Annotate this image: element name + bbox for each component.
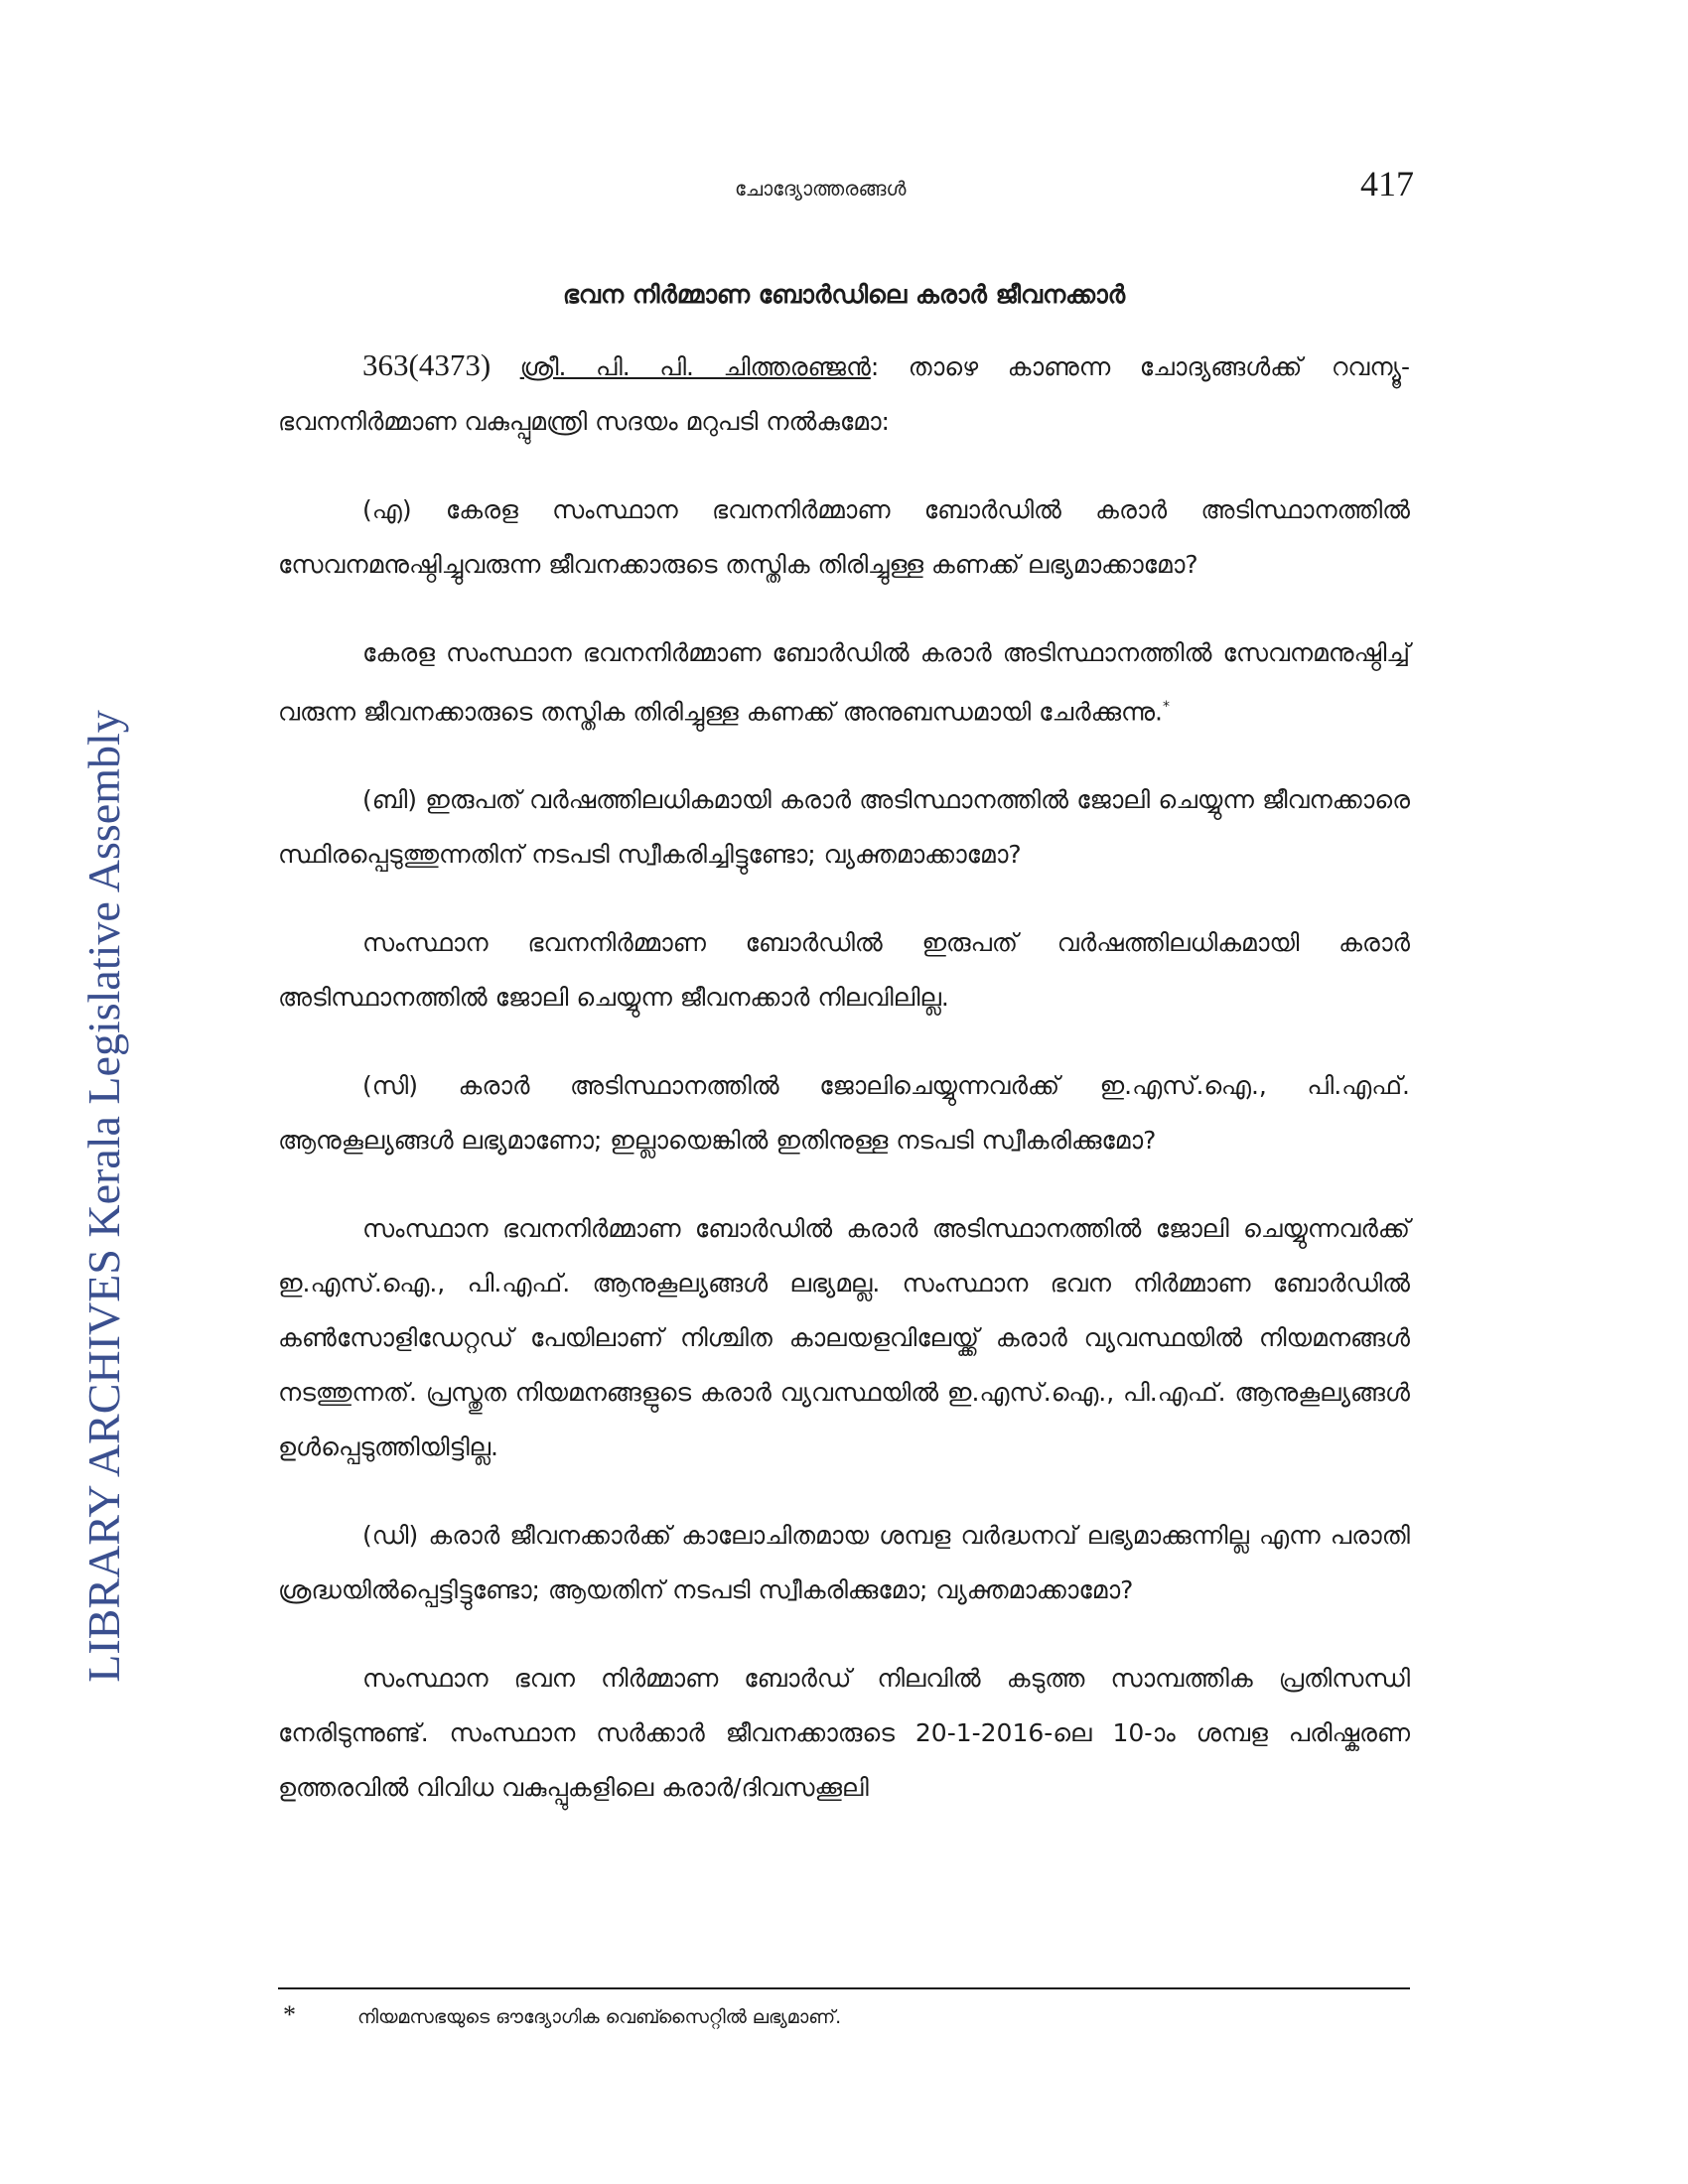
answer-d: സംസ്ഥാന ഭവന നിർമ്മാണ ബോർഡ് നിലവിൽ കടുത്ത സാമ്പത്തിക പ്രതിസന്ധി നേരിടുന്നുണ്ട്. സംസ്ഥാന സർക്കാർ ജീവനക്കാരുടെ 20-1-2016-ലെ 10-ാം ശമ്പള പരിഷ്കരണ ഉത്തരവിൽ വിവിധ വകുപ്പുകളിലെ കരാർ/ദിവസക്കൂലി (278, 1664, 1410, 1803)
section-title: ഭവന നിർമ്മാണ ബോർഡിലെ കരാർ ജീവനക്കാർ (562, 280, 1126, 309)
footnote-divider (278, 1987, 1410, 1989)
question-a: (എ) കേരള സംസ്ഥാന ഭവനനിർമ്മാണ ബോർഡിൽ കരാർ അടിസ്ഥാനത്തിൽ സേവനമനുഷ്ഠിച്ചുവരുന്ന ജീവനക്കാരുടെ തസ്തിക തിരിച്ചുള്ള കണക്ക് ലഭ്യമാക്കാമോ? (278, 495, 1410, 579)
footnote-text: നിയമസഭയുടെ ഔദ്യോഗിക വെബ്സൈറ്റിൽ ലഭ്യമാണ്. (357, 2006, 842, 2028)
question-answer-body (278, 338, 1410, 1848)
footnote (283, 2000, 1405, 2032)
question-b: (ബി) ഇരുപത് വർഷത്തിലധികമായി കരാർ അടിസ്ഥാനത്തിൽ ജോലി ചെയ്യുന്ന ജീവനക്കാരെ സ്ഥിരപ്പെടുത്തുന്നതിന് നടപടി സ്വീകരിച്ചിട്ടുണ്ടോ; വ്യക്തമാക്കാമോ? (278, 785, 1410, 870)
answer-a-text: കേരള സംസ്ഥാന ഭവനനിർമ്മാണ ബോർഡിൽ കരാർ അടിസ്ഥാനത്തിൽ സേവനമനുഷ്ഠിച്ച് വരുന്ന ജീവനക്കാരുടെ തസ്തിക തിരിച്ചുള്ള കണക്ക് അനുബന്ധമായി ചേർക്കുന്നു. (278, 638, 1410, 727)
library-archives-watermark: LIBRARY ARCHIVES Kerala Legislative Assembly (78, 710, 129, 1683)
answer-a (278, 625, 1410, 739)
question-number: 363(4373) (362, 347, 492, 382)
question-c: (സി) കരാർ അടിസ്ഥാനത്തിൽ ജോലിചെയ്യുന്നവർക്ക് ഇ.എസ്.ഐ., പി.എഫ്. ആനുകൂല്യങ്ങൾ ലഭ്യമാണോ; ഇല്ലായെങ്കിൽ ഇതിനുള്ള നടപടി സ്വീകരിക്കുമോ? (278, 1071, 1410, 1156)
footnote-marker: * (283, 2000, 296, 2029)
member-name: ശ്രീ. പി. പി. ചിത്തരഞ്ജൻ (519, 352, 871, 381)
running-head: ചോദ്യോത്തരങ്ങൾ (735, 177, 907, 201)
answer-c: സംസ്ഥാന ഭവനനിർമ്മാണ ബോർഡിൽ കരാർ അടിസ്ഥാനത്തിൽ ജോലി ചെയ്യുന്നവർക്ക് ഇ.എസ്.ഐ., പി.എഫ്. ആനുകൂല്യങ്ങൾ ലഭ്യമല്ല. സംസ്ഥാന ഭവന നിർമ്മാണ ബോർഡിൽ കൺസോളിഡേറ്റഡ് പേയിലാണ് നിശ്ചിത കാലയളവിലേയ്ക്ക് കരാർ വ്യവസ്ഥയിൽ നിയമനങ്ങൾ നടത്തുന്നത്. പ്രസ്തുത നിയമനങ്ങളുടെ കരാർ വ്യവസ്ഥയിൽ ഇ.എസ്.ഐ., പി.എഫ്. ആനുകൂല്യങ്ങൾ ഉൾപ്പെടുത്തിയിട്ടില്ല. (278, 1214, 1410, 1462)
question-intro-text: : താഴെ കാണുന്ന ചോദ്യങ്ങൾക്ക് റവന്യൂ-ഭവനനിർമ്മാണ വകുപ്പുമന്ത്രി സദയം മറുപടി നൽകുമോ: (278, 352, 1410, 436)
footnote-reference: * (1163, 699, 1171, 715)
question-d: (ഡി) കരാർ ജീവനക്കാർക്ക് കാലോചിതമായ ശമ്പള വർദ്ധനവ് ലഭ്യമാക്കുന്നില്ല എന്ന പരാതി ശ്രദ്ധയിൽപ്പെട്ടിട്ടുണ്ടോ; ആയതിന് നടപടി സ്വീകരിക്കുമോ; വ്യക്തമാക്കാമോ? (278, 1521, 1410, 1605)
page-number: 417 (1360, 164, 1414, 204)
answer-b: സംസ്ഥാന ഭവനനിർമ്മാണ ബോർഡിൽ ഇരുപത് വർഷത്തിലധികമായി കരാർ അടിസ്ഥാനത്തിൽ ജോലി ചെയ്യുന്ന ജീവനക്കാർ നിലവിലില്ല. (278, 928, 1410, 1013)
question-intro (278, 338, 1410, 449)
